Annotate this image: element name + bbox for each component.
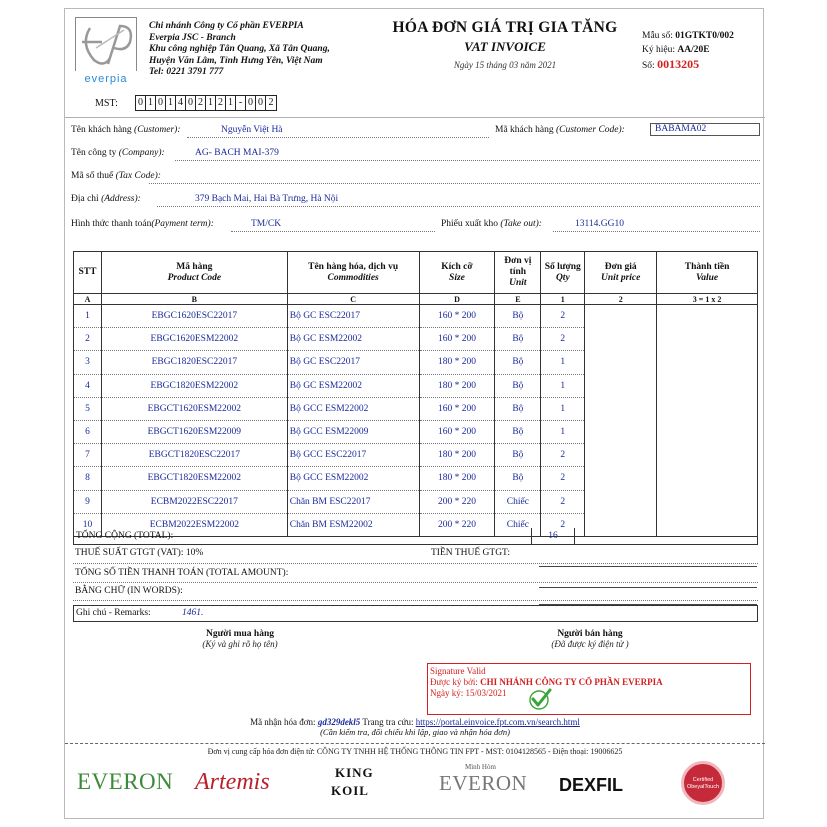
- dotted-line: [73, 582, 758, 583]
- header-price: Đơn giá Unit price: [585, 252, 657, 294]
- item-stt: 5: [74, 397, 102, 420]
- seller-signature: Người bán hàng (Đã được ký điện tử ): [551, 629, 629, 649]
- item-code: EBGCT1820ESC22017: [101, 444, 287, 467]
- item-code: EBGCT1820ESM22002: [101, 467, 287, 490]
- header-unit: Đơn vị tính Unit: [495, 252, 541, 294]
- item-stt: 3: [74, 351, 102, 374]
- invoice-number: 0013205: [657, 57, 700, 71]
- item-size: 160 * 200: [419, 397, 495, 420]
- divider: [65, 117, 765, 118]
- item-value: [657, 305, 758, 328]
- header-value: Thành tiền Value: [657, 252, 758, 294]
- item-unit: Bộ: [495, 397, 541, 420]
- item-value: [657, 467, 758, 490]
- table-row: [74, 444, 758, 467]
- mst-label: MST:: [95, 97, 118, 109]
- item-name: Bộ GC ESM22002: [287, 374, 419, 397]
- item-value: [657, 351, 758, 374]
- number-label: Số:: [642, 61, 658, 71]
- item-qty: 1: [541, 420, 585, 443]
- seller-tax-code: [95, 95, 277, 111]
- invoice-date: Ngày 15 tháng 03 năm 2021: [453, 60, 557, 70]
- everon-logo: EVERON: [77, 769, 174, 794]
- amount-underline: [539, 587, 757, 588]
- item-code: EBGC1620ESC22017: [101, 305, 287, 328]
- remarks-value: 1461.: [182, 608, 204, 618]
- item-price: [585, 444, 657, 467]
- customer-code-value: BABAMA02: [650, 123, 760, 136]
- item-name: Bộ GC ESC22017: [287, 305, 419, 328]
- certified-badge: Certified ObeyalTouch: [681, 761, 725, 805]
- mst-digit: 1: [146, 96, 156, 110]
- item-unit: Chiếc: [495, 513, 541, 536]
- item-size: 160 * 200: [419, 420, 495, 443]
- item-name: Bộ GCC ESC22017: [287, 444, 419, 467]
- item-code: ECBM2022ESC22017: [101, 490, 287, 513]
- header-stt: STT: [74, 252, 102, 294]
- item-unit: Bộ: [495, 420, 541, 443]
- buyer-signature: Người mua hàng (Ký và ghi rõ họ tên): [202, 629, 278, 649]
- takeout-value: 13114.GG10: [575, 219, 624, 229]
- table-row: [74, 467, 758, 490]
- customer-name-label: Tên khách hàng (Customer):: [71, 125, 181, 135]
- payment-value: TM/CK: [251, 219, 282, 229]
- item-size: 180 * 200: [419, 467, 495, 490]
- item-name: Chăn BM ESM22002: [287, 513, 419, 536]
- table-row: [74, 397, 758, 420]
- lookup-code: gd329dekl5: [317, 717, 361, 727]
- item-qty: 2: [541, 490, 585, 513]
- item-unit: Bộ: [495, 351, 541, 374]
- king-koil-logo-top: KING: [335, 765, 374, 780]
- item-name: Chăn BM ESC22017: [287, 490, 419, 513]
- item-size: 180 * 200: [419, 444, 495, 467]
- invoice-sheet: [64, 8, 764, 819]
- seller-info: [149, 21, 330, 79]
- item-qty: 2: [541, 467, 585, 490]
- signed-by: Được ký bởi: CHI NHÁNH CÔNG TY CỔ PHẦN EVERPIA: [430, 677, 663, 687]
- mst-digit: 2: [216, 96, 226, 110]
- item-code: ECBM2022ESM22002: [101, 513, 287, 536]
- invoice-subtitle: VAT INVOICE: [464, 39, 546, 54]
- mst-digit: -: [236, 96, 246, 110]
- words-label: BẰNG CHỮ (IN WORDS):: [75, 586, 183, 596]
- dashed-divider: [65, 743, 765, 744]
- item-name: Bộ GC ESC22017: [287, 351, 419, 374]
- item-code: EBGCT1620ESM22002: [101, 397, 287, 420]
- item-name: Bộ GC ESM22002: [287, 328, 419, 351]
- header-qty: Số lượng Qty: [541, 252, 585, 294]
- total-row: [73, 528, 758, 545]
- table-row: [74, 351, 758, 374]
- item-qty: 2: [541, 513, 585, 536]
- symbol-label: Ký hiệu:: [642, 45, 678, 55]
- address-label: Địa chỉ (Address):: [71, 194, 141, 204]
- items-table: [73, 251, 758, 537]
- item-name: Bộ GCC ESM22002: [287, 467, 419, 490]
- company-value: AG- BACH MAI-379: [195, 148, 279, 158]
- mst-digit: 4: [176, 96, 186, 110]
- payment-label: Hình thức thanh toán(Payment term):: [71, 219, 214, 229]
- total-qty: 16: [531, 528, 575, 544]
- check-mark-icon: [526, 688, 552, 710]
- mst-digit: 2: [196, 96, 206, 110]
- signature-valid: Signature Valid: [430, 666, 486, 676]
- item-price: [585, 490, 657, 513]
- item-name: Bộ GCC ESM22009: [287, 420, 419, 443]
- mst-digit: 0: [186, 96, 196, 110]
- item-value: [657, 420, 758, 443]
- item-price: [585, 467, 657, 490]
- item-price: [585, 305, 657, 328]
- dotted-line: [231, 231, 435, 232]
- item-stt: 10: [74, 513, 102, 536]
- item-unit: Bộ: [495, 444, 541, 467]
- item-stt: 2: [74, 328, 102, 351]
- item-price: [585, 397, 657, 420]
- item-price: [585, 420, 657, 443]
- item-stt: 1: [74, 305, 102, 328]
- item-stt: 6: [74, 420, 102, 443]
- tax-code-label: Mã số thuế (Tax Code):: [71, 171, 161, 181]
- seller-address-1: Khu công nghiệp Tân Quang, Xã Tân Quang,: [149, 44, 330, 54]
- mst-digit: 1: [226, 96, 236, 110]
- item-qty: 2: [541, 328, 585, 351]
- king-koil-logo-bottom: KOIL: [331, 783, 369, 798]
- item-name: Bộ GCC ESM22002: [287, 397, 419, 420]
- digital-signature-box: [427, 663, 751, 715]
- item-qty: 1: [541, 374, 585, 397]
- lookup-site-label: Trang tra cứu:: [360, 717, 416, 727]
- item-value: [657, 328, 758, 351]
- item-unit: Chiếc: [495, 490, 541, 513]
- item-value: [657, 397, 758, 420]
- dotted-line: [73, 600, 758, 601]
- item-value: [657, 444, 758, 467]
- provider-info: Đơn vị cung cấp hóa đơn điện tử: CÔNG TY TNHH HỆ THỐNG THÔNG TIN FPT - MST: 0104128565 - Điện thoại: 19006625: [207, 747, 623, 756]
- item-size: 200 * 220: [419, 490, 495, 513]
- item-size: 160 * 200: [419, 305, 495, 328]
- mst-digit: 0: [256, 96, 266, 110]
- item-unit: Bộ: [495, 374, 541, 397]
- table-row: [74, 420, 758, 443]
- seller-address-2: Huyện Văn Lâm, Tỉnh Hưng Yên, Việt Nam: [149, 55, 323, 66]
- item-value: [657, 490, 758, 513]
- item-code: EBGC1820ESC22017: [101, 351, 287, 374]
- remarks-label: Ghi chú - Remarks:: [76, 608, 151, 618]
- form-value: 01GTKT0/002: [675, 31, 734, 41]
- table-row: [74, 490, 758, 513]
- table-row: [74, 328, 758, 351]
- item-stt: 9: [74, 490, 102, 513]
- item-qty: 2: [541, 444, 585, 467]
- column-letters-row: A B C D E 1 2 3 = 1 x 2: [74, 294, 758, 305]
- item-price: [585, 374, 657, 397]
- invoice-title: HÓA ĐƠN GIÁ TRỊ GIA TĂNG: [392, 19, 618, 36]
- mst-digit: 0: [246, 96, 256, 110]
- takeout-label: Phiếu xuất kho (Take out):: [441, 219, 542, 229]
- everpia-logo-mark-icon: [76, 18, 137, 74]
- item-price: [585, 351, 657, 374]
- remarks-row: [73, 605, 758, 622]
- item-unit: Bộ: [495, 467, 541, 490]
- table-row: [74, 305, 758, 328]
- lookup-code-label: Mã nhận hóa đơn:: [250, 717, 318, 727]
- header-name: Tên hàng hóa, dịch vụ Commodities: [287, 252, 419, 294]
- dotted-line: [149, 183, 760, 184]
- mst-digit: 1: [166, 96, 176, 110]
- customer-name-value: Nguyễn Việt Hà: [221, 125, 283, 135]
- mst-cells: [135, 95, 277, 111]
- mst-digit: 0: [136, 96, 146, 110]
- vat-rate-label: THUẾ SUẤT GTGT (VAT): 10%: [75, 548, 204, 558]
- item-unit: Bộ: [495, 305, 541, 328]
- dexfil-logo: DEXFIL: [559, 775, 624, 795]
- header-code: Mã hàng Product Code: [101, 252, 287, 294]
- item-stt: 8: [74, 467, 102, 490]
- total-label: TỔNG CỘNG (TOTAL):: [76, 531, 174, 541]
- dotted-line: [175, 160, 760, 161]
- item-code: EBGC1620ESM22002: [101, 328, 287, 351]
- item-qty: 1: [541, 351, 585, 374]
- table-row: [74, 374, 758, 397]
- mst-digit: 1: [206, 96, 216, 110]
- amount-underline: [539, 566, 757, 567]
- artemis-logo: Artemis: [195, 769, 270, 795]
- seller-tel: Tel: 0221 3791 777: [149, 67, 224, 77]
- item-code: EBGC1820ESM22002: [101, 374, 287, 397]
- header-size: Kích cỡ Size: [419, 252, 495, 294]
- dotted-line: [553, 231, 760, 232]
- item-size: 200 * 220: [419, 513, 495, 536]
- everon-logo-grey: EVERON: [439, 771, 528, 795]
- symbol-value: AA/20E: [677, 45, 710, 55]
- item-size: 160 * 200: [419, 328, 495, 351]
- table-header: [74, 252, 758, 294]
- company-label: Tên công ty (Company):: [71, 148, 165, 158]
- item-size: 180 * 200: [419, 374, 495, 397]
- address-value: 379 Bạch Mai, Hai Bà Trưng, Hà Nội: [195, 194, 339, 204]
- item-code: EBGCT1620ESM22009: [101, 420, 287, 443]
- vat-amount-label: TIỀN THUẾ GTGT:: [431, 548, 511, 558]
- lookup-info: [65, 717, 765, 737]
- form-label: Mẫu số:: [642, 31, 676, 41]
- customer-code-label: Mã khách hàng (Customer Code):: [495, 125, 625, 135]
- item-qty: 1: [541, 397, 585, 420]
- seller-name-en: Everpia JSC - Branch: [149, 32, 236, 43]
- invoice-meta: [642, 29, 734, 73]
- lookup-link[interactable]: https://portal.einvoice.fpt.com.vn/search.html: [415, 717, 580, 727]
- mst-digit: 2: [268, 97, 274, 108]
- dotted-line: [157, 206, 760, 207]
- mst-digit: 0: [156, 96, 166, 110]
- signed-date: Ngày ký: 15/03/2021: [430, 688, 507, 698]
- item-qty: 2: [541, 305, 585, 328]
- minh-hom-text: Mình Hòm: [465, 763, 496, 771]
- item-value: [657, 374, 758, 397]
- seller-name-vi: Chi nhánh Công ty Cổ phần EVERPIA: [149, 21, 304, 31]
- item-size: 180 * 200: [419, 351, 495, 374]
- item-unit: Bộ: [495, 328, 541, 351]
- item-stt: 7: [74, 444, 102, 467]
- dotted-line: [73, 563, 758, 564]
- item-stt: 4: [74, 374, 102, 397]
- lookup-note: (Cần kiểm tra, đối chiếu khi lập, giao và nhận hóa đơn): [320, 727, 510, 737]
- dotted-line: [187, 137, 489, 138]
- amount-label: TỔNG SỐ TIỀN THANH TOÁN (TOTAL AMOUNT):: [75, 568, 289, 578]
- item-price: [585, 328, 657, 351]
- logo-text: everpia: [75, 71, 137, 87]
